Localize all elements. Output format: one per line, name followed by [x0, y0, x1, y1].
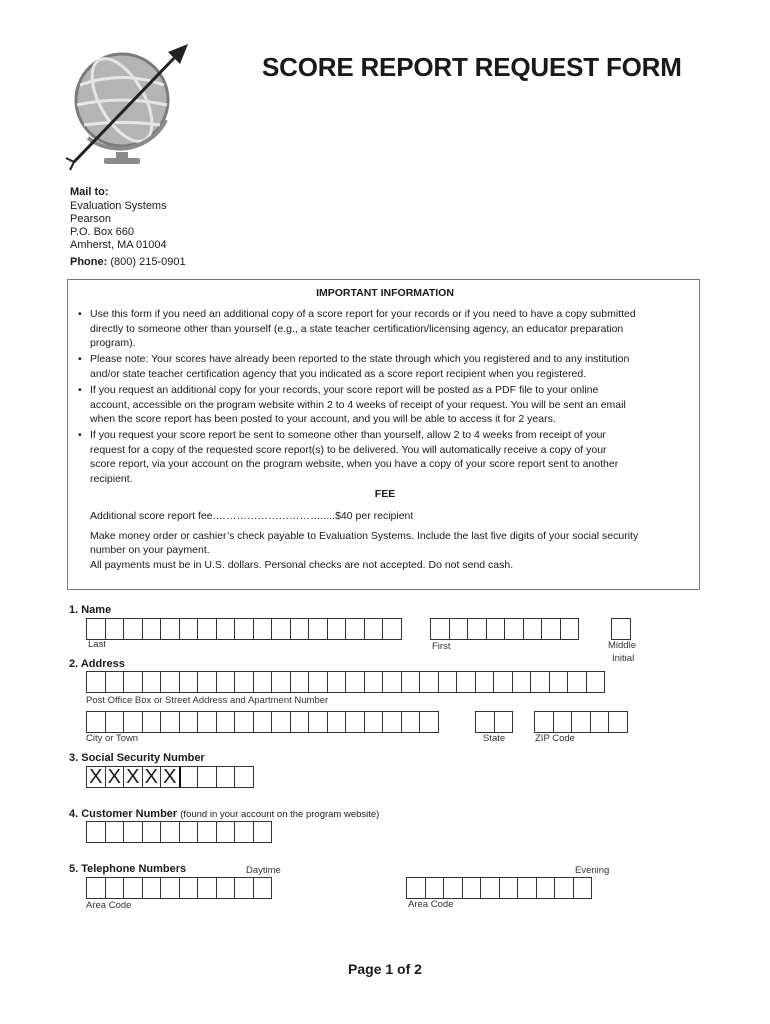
char-box[interactable] — [443, 877, 463, 899]
ssn-masked-digit: X — [142, 766, 162, 788]
daytime-area-code-caption: Area Code — [86, 900, 132, 911]
char-box[interactable] — [271, 711, 291, 733]
char-box[interactable] — [253, 821, 273, 843]
char-box[interactable] — [462, 877, 482, 899]
char-box[interactable] — [105, 711, 125, 733]
bullet-mark: • — [78, 384, 82, 396]
char-box[interactable] — [382, 671, 402, 693]
char-box[interactable] — [438, 671, 458, 693]
char-box[interactable] — [553, 711, 573, 733]
char-box[interactable] — [86, 711, 106, 733]
char-box[interactable] — [608, 711, 628, 733]
char-box[interactable] — [401, 671, 421, 693]
char-box[interactable] — [480, 877, 500, 899]
bullet-line: program). — [90, 337, 136, 349]
char-box[interactable] — [197, 711, 217, 733]
char-box[interactable] — [197, 618, 217, 640]
char-box[interactable] — [308, 711, 328, 733]
char-box[interactable] — [253, 618, 273, 640]
char-box[interactable] — [253, 877, 273, 899]
bullet-mark: • — [78, 429, 82, 441]
char-box[interactable] — [197, 821, 217, 843]
char-box[interactable] — [590, 711, 610, 733]
address-label: 2. Address — [69, 658, 125, 670]
char-box[interactable] — [216, 671, 236, 693]
ssn-masked-digit: X — [86, 766, 106, 788]
char-box[interactable] — [142, 877, 162, 899]
char-box[interactable] — [327, 711, 347, 733]
phone-line — [70, 256, 186, 270]
char-box[interactable] — [142, 618, 162, 640]
char-box[interactable] — [86, 821, 106, 843]
globe-logo — [60, 40, 195, 180]
char-box[interactable] — [179, 618, 199, 640]
street-caption: Post Office Box or Street Address and Apartment Number — [86, 695, 329, 706]
last-name-boxes[interactable] — [87, 618, 402, 640]
char-box[interactable] — [160, 821, 180, 843]
telephone-label: 5. Telephone Numbers — [69, 863, 187, 875]
important-heading: IMPORTANT INFORMATION — [316, 287, 454, 299]
char-box[interactable] — [234, 821, 254, 843]
char-box[interactable] — [523, 618, 543, 640]
char-box[interactable] — [216, 821, 236, 843]
char-box[interactable] — [271, 671, 291, 693]
bullet-line: directly to someone other than yourself (e.g., a state teacher certification/licensing agency, an educator preparation — [90, 323, 624, 335]
char-box[interactable] — [123, 671, 143, 693]
char-box[interactable] — [327, 671, 347, 693]
first-caption: First — [432, 641, 451, 652]
char-box[interactable] — [308, 671, 328, 693]
char-box[interactable] — [534, 711, 554, 733]
ssn-masked-digit: X — [160, 766, 180, 788]
char-box[interactable] — [364, 671, 384, 693]
char-box[interactable] — [160, 877, 180, 899]
middle-caption: Middle — [608, 640, 636, 651]
zip-caption: ZIP Code — [535, 733, 575, 744]
char-box[interactable] — [253, 711, 273, 733]
char-box[interactable] — [419, 711, 439, 733]
payment-line: number on your payment. — [90, 544, 210, 556]
daytime-phone-boxes[interactable] — [87, 877, 272, 899]
char-box[interactable] — [475, 711, 495, 733]
char-box[interactable] — [123, 711, 143, 733]
char-box[interactable] — [179, 711, 199, 733]
char-box[interactable] — [364, 711, 384, 733]
form-title: SCORE REPORT REQUEST FORM — [262, 52, 682, 82]
evening-area-code-caption: Area Code — [408, 899, 454, 910]
bullet-line: Use this form if you need an additional copy of a score report for your records or if you need to have a copy submitted — [90, 308, 636, 320]
char-box[interactable] — [494, 711, 514, 733]
char-box[interactable] — [382, 618, 402, 640]
char-box[interactable] — [86, 618, 106, 640]
char-box[interactable] — [536, 877, 556, 899]
char-box[interactable] — [308, 618, 328, 640]
char-box[interactable] — [554, 877, 574, 899]
char-box[interactable] — [123, 618, 143, 640]
bullet-line: and/or state teacher certification agency that you indicated as a score report recipient when you registered. — [90, 368, 587, 380]
bullet-line: If you request an additional copy for your records, your score report will be posted as a PDF file to your online — [90, 384, 599, 396]
char-box[interactable] — [345, 618, 365, 640]
bullet-line: recipient. — [90, 473, 133, 485]
char-box[interactable] — [86, 877, 106, 899]
char-box[interactable] — [512, 671, 532, 693]
char-box[interactable] — [517, 877, 537, 899]
char-box[interactable] — [160, 671, 180, 693]
char-box[interactable] — [586, 671, 606, 693]
bullet-mark: • — [78, 308, 82, 320]
char-box[interactable] — [234, 671, 254, 693]
mail-to-heading: Mail to: — [70, 186, 109, 198]
ssn-digit-box[interactable] — [234, 766, 254, 788]
phone-label: Phone: — [70, 256, 108, 268]
char-box[interactable] — [611, 618, 631, 640]
char-box[interactable] — [475, 671, 495, 693]
bullet-mark: • — [78, 353, 82, 365]
char-box[interactable] — [290, 671, 310, 693]
bullet-line: Please note: Your scores have already been reported to the state through which you registered and to any institution — [90, 353, 630, 365]
char-box[interactable] — [401, 711, 421, 733]
char-box[interactable] — [105, 821, 125, 843]
char-box[interactable] — [160, 618, 180, 640]
char-box[interactable] — [567, 671, 587, 693]
initial-caption: Initial — [612, 653, 635, 664]
ssn-masked-digit: X — [123, 766, 143, 788]
state-caption: State — [483, 733, 506, 744]
char-box[interactable] — [541, 618, 561, 640]
ssn-masked-digit: X — [105, 766, 125, 788]
bullet-line: request for a copy of the requested score report(s) to be delivered. You will automatically receive a copy of your — [90, 444, 607, 456]
phone-value: (800) 215-0901 — [110, 256, 186, 268]
char-box[interactable] — [406, 877, 426, 899]
char-box[interactable] — [549, 671, 569, 693]
bullet-line: If you request your score report be sent to someone other than yourself, allow 2 to 4 weeks from receipt of your — [90, 429, 606, 441]
char-box[interactable] — [425, 877, 445, 899]
char-box[interactable] — [179, 877, 199, 899]
evening-caption: Evening — [575, 865, 610, 876]
customer-number-note: (found in your account on the program website) — [180, 809, 380, 820]
char-box[interactable] — [105, 618, 125, 640]
char-box[interactable] — [105, 877, 125, 899]
customer-number-boxes[interactable] — [87, 821, 272, 843]
char-box[interactable] — [530, 671, 550, 693]
char-box[interactable] — [504, 618, 524, 640]
char-box[interactable] — [216, 877, 236, 899]
char-box[interactable] — [86, 671, 106, 693]
mail-line: Pearson — [70, 213, 111, 225]
ssn-digit-box[interactable] — [197, 766, 217, 788]
char-box[interactable] — [234, 877, 254, 899]
char-box[interactable] — [560, 618, 580, 640]
state-boxes[interactable] — [476, 711, 513, 733]
city-caption: City or Town — [86, 733, 139, 744]
fee-line: Additional score report fee.………………………….....$40 per recipient — [90, 510, 414, 522]
char-box[interactable] — [123, 821, 143, 843]
char-box[interactable] — [142, 821, 162, 843]
street-address-boxes[interactable] — [87, 671, 605, 693]
char-box[interactable] — [364, 618, 384, 640]
customer-number-label: 4. Customer Number — [69, 808, 178, 820]
char-box[interactable] — [327, 618, 347, 640]
char-box[interactable] — [345, 671, 365, 693]
char-box[interactable] — [449, 618, 469, 640]
char-box[interactable] — [271, 618, 291, 640]
evening-phone-boxes[interactable] — [407, 877, 592, 899]
char-box[interactable] — [142, 671, 162, 693]
city-boxes[interactable] — [87, 711, 439, 733]
char-box[interactable] — [571, 711, 591, 733]
char-box[interactable] — [234, 618, 254, 640]
char-box[interactable] — [430, 618, 450, 640]
name-label: 1. Name — [69, 604, 112, 616]
char-box[interactable] — [419, 671, 439, 693]
char-box[interactable] — [290, 711, 310, 733]
char-box[interactable] — [467, 618, 487, 640]
mail-line: P.O. Box 660 — [70, 226, 135, 238]
page-number: Page 1 of 2 — [348, 961, 422, 977]
char-box[interactable] — [290, 618, 310, 640]
char-box[interactable] — [216, 711, 236, 733]
char-box[interactable] — [197, 671, 217, 693]
char-box[interactable] — [160, 711, 180, 733]
mail-line: Amherst, MA 01004 — [70, 239, 167, 251]
char-box[interactable] — [179, 671, 199, 693]
char-box[interactable] — [493, 671, 513, 693]
ssn-label: 3. Social Security Number — [69, 752, 205, 764]
char-box[interactable] — [253, 671, 273, 693]
char-box[interactable] — [123, 877, 143, 899]
last-caption: Last — [88, 639, 106, 650]
char-box[interactable] — [345, 711, 365, 733]
fee-heading: FEE — [374, 488, 396, 500]
char-box[interactable] — [105, 671, 125, 693]
first-name-boxes[interactable] — [431, 618, 579, 640]
char-box[interactable] — [142, 711, 162, 733]
daytime-caption: Daytime — [246, 865, 281, 876]
payment-line: All payments must be in U.S. dollars. Personal checks are not accepted. Do not send cash. — [90, 559, 514, 571]
payment-line: Make money order or cashier’s check payable to Evaluation Systems. Include the last five digits of your social security — [90, 530, 639, 542]
char-box[interactable] — [197, 877, 217, 899]
ssn-digit-box[interactable] — [216, 766, 236, 788]
char-box[interactable] — [499, 877, 519, 899]
char-box[interactable] — [234, 711, 254, 733]
char-box[interactable] — [486, 618, 506, 640]
mail-line: Evaluation Systems — [70, 200, 167, 212]
ssn-digit-box[interactable] — [179, 766, 199, 788]
char-box[interactable] — [179, 821, 199, 843]
bullet-line: when the score report has been posted to your account, and you will be able to access it for 2 years. — [90, 413, 556, 425]
char-box[interactable] — [456, 671, 476, 693]
char-box[interactable] — [216, 618, 236, 640]
char-box[interactable] — [382, 711, 402, 733]
ssn-boxes[interactable] — [87, 766, 254, 788]
zip-boxes[interactable] — [535, 711, 628, 733]
middle-initial-box[interactable] — [612, 618, 631, 640]
customer-number-line — [69, 808, 379, 820]
bullet-line: score report, via your account on the program website, when you have a copy of your score report sent to another — [90, 458, 619, 470]
char-box[interactable] — [573, 877, 593, 899]
bullet-line: account, accessible on the program website within 2 to 4 weeks of receipt of your request. You will be sent an email — [90, 399, 626, 411]
